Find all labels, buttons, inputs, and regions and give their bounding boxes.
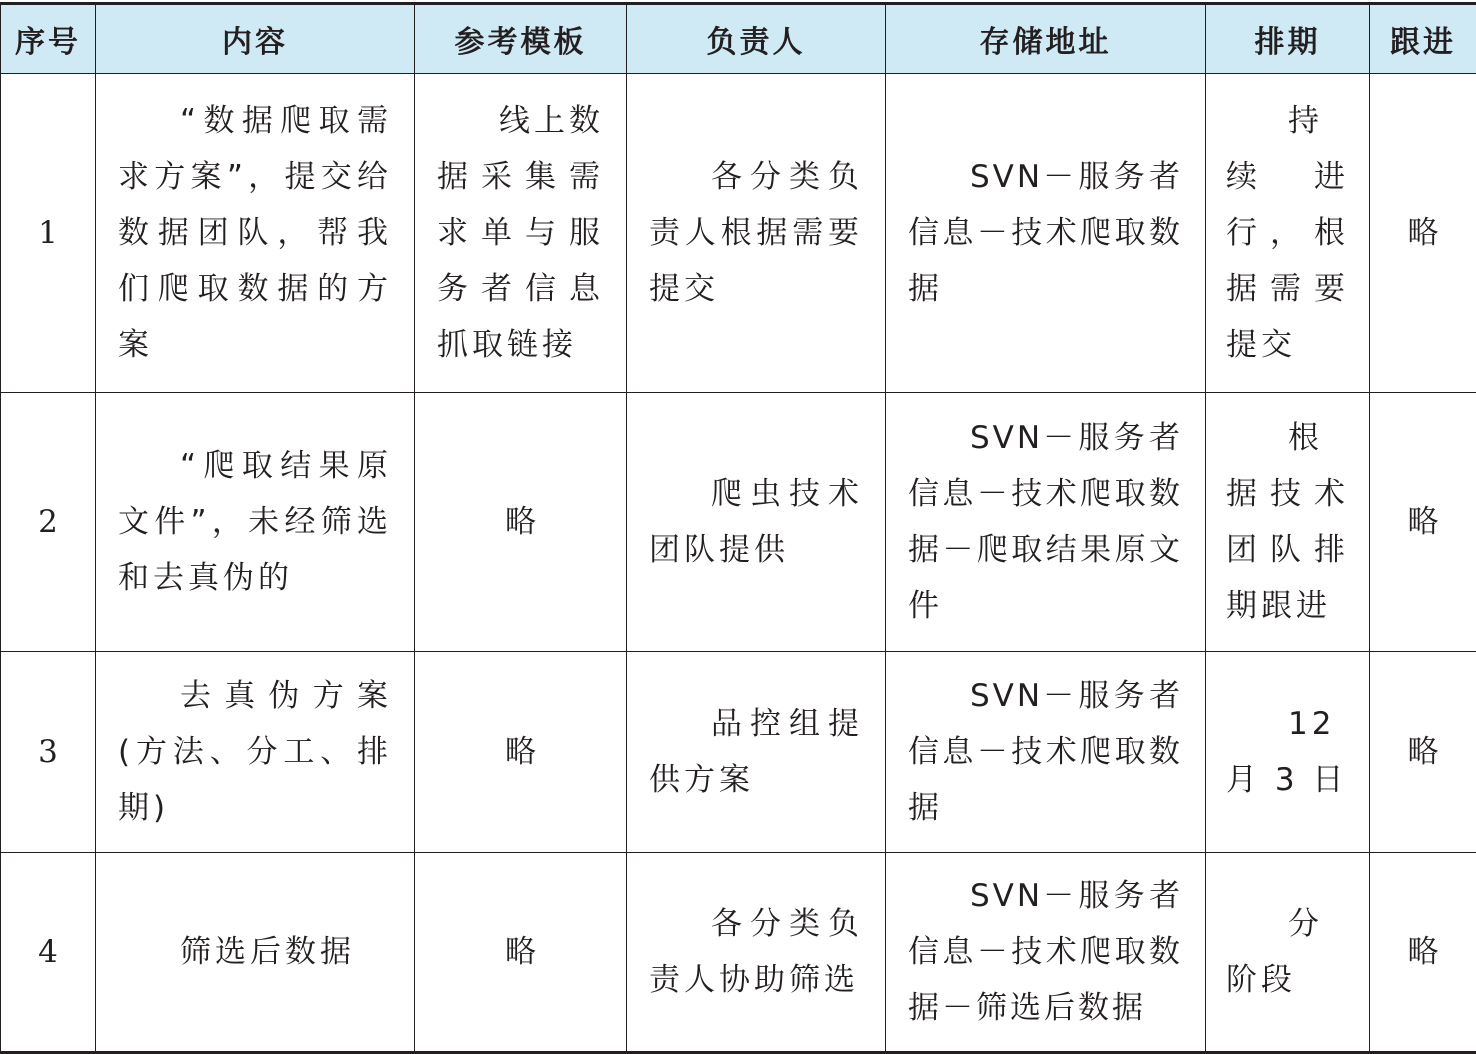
cell-text: 爬虫技术团队提供	[649, 476, 863, 568]
header-cell: 内容	[96, 4, 415, 74]
cell-followup: 略	[1370, 853, 1476, 1053]
cell-schedule	[1206, 853, 1370, 1053]
header-cell: 存储地址	[886, 4, 1206, 74]
cell-text: SVN－服务者信息－技术爬取数据－筛选后数据	[908, 878, 1183, 1026]
cell-schedule	[1206, 393, 1370, 652]
header-cell: 排期	[1206, 4, 1370, 74]
cell-storage	[886, 74, 1206, 393]
table-header-row	[1, 4, 1476, 74]
cell-text: 去真伪方案(方法、分工、排期)	[118, 678, 392, 826]
cell-template: 略	[415, 853, 627, 1053]
cell-text: 品控组提供方案	[649, 706, 863, 798]
table-row	[1, 652, 1476, 853]
cell-owner	[627, 393, 886, 652]
table-row	[1, 393, 1476, 652]
cell-text: SVN－服务者信息－技术爬取数据－爬取结果原文件	[908, 420, 1183, 624]
cell-schedule	[1206, 74, 1370, 393]
cell-text: 分阶段	[1226, 906, 1323, 998]
cell-text: “爬取结果原文件”，未经筛选和去真伪的	[118, 448, 392, 596]
header-cell: 参考模板	[415, 4, 627, 74]
cell-index: 2	[1, 393, 96, 652]
cell-text: 筛选后数据	[180, 934, 355, 970]
cell-text: 12 月 3 日	[1226, 706, 1348, 798]
cell-text: 根据技术团队排期跟进	[1226, 420, 1349, 624]
cell-index: 1	[1, 74, 96, 393]
cell-content	[96, 393, 415, 652]
table-row	[1, 853, 1476, 1053]
cell-text: SVN－服务者信息－技术爬取数据	[908, 159, 1183, 307]
cell-owner	[627, 74, 886, 393]
cell-text: “数据爬取需求方案”，提交给数据团队，帮我们爬取数据的方案	[118, 103, 392, 363]
cell-content	[96, 652, 415, 853]
cell-storage	[886, 652, 1206, 853]
cell-followup: 略	[1370, 74, 1476, 393]
header-cell: 序号	[1, 4, 96, 74]
cell-text: SVN－服务者信息－技术爬取数据	[908, 678, 1183, 826]
cell-text: 各分类负责人根据需要提交	[649, 159, 863, 307]
cell-owner	[627, 853, 886, 1053]
cell-text: 各分类负责人协助筛选	[649, 906, 863, 998]
cell-content	[96, 74, 415, 393]
cell-index: 3	[1, 652, 96, 853]
cell-text: 持续进行，根据需要提交	[1226, 103, 1349, 363]
cell-schedule	[1206, 652, 1370, 853]
table-row	[1, 74, 1476, 393]
cell-text: 线上数据采集需求单与服务者信息抓取链接	[437, 103, 604, 363]
data-table	[0, 2, 1476, 1054]
cell-storage	[886, 853, 1206, 1053]
header-cell: 负责人	[627, 4, 886, 74]
cell-content	[96, 853, 415, 1053]
cell-followup: 略	[1370, 393, 1476, 652]
cell-template: 略	[415, 393, 627, 652]
cell-template	[415, 74, 627, 393]
cell-index: 4	[1, 853, 96, 1053]
cell-owner	[627, 652, 886, 853]
cell-storage	[886, 393, 1206, 652]
cell-followup: 略	[1370, 652, 1476, 853]
cell-template: 略	[415, 652, 627, 853]
header-cell: 跟进	[1370, 4, 1476, 74]
